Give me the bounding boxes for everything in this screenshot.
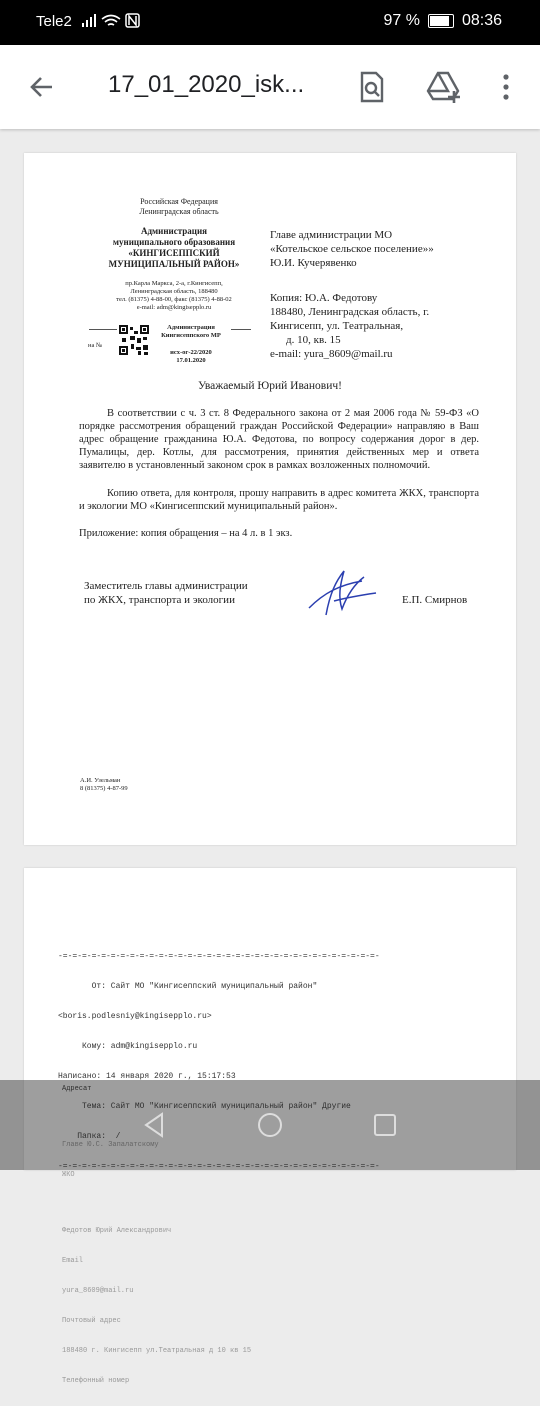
- email-separator-top: -=-=-=-=-=-=-=-=-=-=-=-=-=-=-=-=-=-=-=-=-=-=-=-=-=-=-=-=-=-=-=-=-=-: [58, 952, 380, 961]
- recipient-line-2: «Котельское сельское поселение»»: [270, 243, 434, 255]
- email-subject: Тема: Сайт МО "Кингисеппский муниципальный район" Другие: [58, 1102, 351, 1111]
- copy-line-1: Копия: Ю.А. Федотову: [270, 292, 378, 304]
- copy-line-2: 188480, Ленинградская область, г.: [270, 306, 430, 318]
- carrier-name: Tele2: [36, 13, 72, 30]
- email-folder: Папка: /: [58, 1132, 121, 1141]
- system-navigation-bar: [0, 1080, 540, 1170]
- email-line-1: Главе Ю.С. Запалатскому: [62, 1141, 159, 1149]
- email-line-7: 188480 г. Кингисепп ул.Театральная д 10 кв 15: [62, 1347, 252, 1355]
- sender-email: e-mail: adm@kingisepplo.ru: [136, 304, 212, 311]
- sender-address-2: Ленинградская область, 188480: [130, 288, 218, 295]
- signatory-title-2: по ЖКХ, транспорта и экологии: [84, 594, 235, 606]
- document-title: 17_01_2020_isk...: [108, 71, 305, 98]
- copy-line-5: e-mail: yura_8609@mail.ru: [270, 348, 393, 360]
- copy-line-4: д. 10, кв. 15: [286, 334, 341, 346]
- stamp-org-1: Администрация: [167, 324, 215, 331]
- reply-to-label: на №: [88, 342, 103, 349]
- email-label-recipient: Адресат: [62, 1085, 92, 1093]
- executor-phone: 8 (81375) 4-87-99: [80, 785, 128, 792]
- nav-home-icon[interactable]: [255, 1110, 285, 1140]
- email-date: Написано: 14 января 2020 г., 15:17:53: [58, 1072, 236, 1081]
- recipient-line-1: Главе администрации МО: [270, 229, 393, 241]
- email-line-8: Телефонный номер: [62, 1377, 130, 1385]
- document-page-1: [24, 153, 516, 845]
- stamp-date: 17.01.2020: [176, 357, 206, 364]
- executor-name: А.И. Узельман: [80, 777, 121, 784]
- battery-percent: 97 %: [383, 12, 420, 29]
- email-line-6: Почтовый адрес: [62, 1317, 121, 1325]
- status-bar: [0, 0, 540, 45]
- paragraph-2: Копию ответа, для контроля, прошу направить в адрес комитета ЖКХ, транспорта и экологии МО «Кингисеппский муниципальный район».: [79, 488, 479, 512]
- email-line-4: Email: [62, 1257, 84, 1265]
- nav-recents-icon[interactable]: [370, 1110, 400, 1140]
- signatory-name: Е.П. Смирнов: [402, 594, 468, 606]
- email-line-5: yura_8609@mail.ru: [62, 1287, 134, 1295]
- stamp-number: исх-ог-22/2020: [170, 349, 212, 356]
- paragraph-1: В соответствии с ч. 3 ст. 8 Федерального закона от 2 мая 2006 года № 59-ФЗ «О порядке рассмотрения обращений граждан Российской Федерации» направляю в Ваш адрес обращение гражданина Ю.А. Федотова, по вопросу содержания дорог в дер. Пумалицы, дер. Котлы, для рассмотрения, принятия действенных мер и ответа заявителю в установленный законом срок в рамках возложенных полномочий.: [79, 408, 479, 471]
- nav-back-icon[interactable]: [140, 1110, 170, 1140]
- sender-region: Ленинградская область: [139, 207, 219, 216]
- more-options-icon[interactable]: [494, 69, 518, 105]
- signatory-title-1: Заместитель главы администрации: [84, 580, 248, 592]
- stamp-org-2: Кингисеппского МР: [161, 332, 221, 339]
- sender-org-3: «КИНГИСЕППСКИЙ: [128, 248, 220, 258]
- battery-icon: [428, 14, 454, 28]
- sender-org-2: муниципального образования: [112, 237, 236, 247]
- copy-line-3: Кингисепп, ул. Театральная,: [270, 320, 404, 332]
- search-document-icon[interactable]: [354, 69, 390, 105]
- email-from: От: Сайт МО "Кингисеппский муниципальный район": [58, 982, 318, 991]
- qr-code-icon: [119, 325, 149, 355]
- email-to: Кому: adm@kingisepplo.ru: [58, 1042, 198, 1051]
- attachment-note: Приложение: копия обращения – на 4 л. в 1 экз.: [79, 528, 293, 539]
- signal-icon: [80, 13, 142, 32]
- sender-country: Российская Федерация: [140, 197, 218, 206]
- sender-org-1: Администрация: [140, 226, 207, 236]
- handwritten-signature: [304, 563, 384, 628]
- registration-stamp: [119, 321, 229, 373]
- add-to-drive-icon[interactable]: [426, 69, 462, 105]
- email-from-address: <boris.podlesniy@kingisepplo.ru>: [58, 1012, 212, 1021]
- sender-org-4: МУНИЦИПАЛЬНЫЙ РАЙОН»: [108, 259, 240, 269]
- email-separator-bottom: -=-=-=-=-=-=-=-=-=-=-=-=-=-=-=-=-=-=-=-=-=-=-=-=-=-=-=-=-=-=-=-=-=-: [58, 1162, 380, 1171]
- email-line-3: Федотов Юрий Александрович: [62, 1227, 172, 1235]
- app-toolbar: [0, 45, 540, 129]
- clock: 08:36: [461, 12, 502, 29]
- back-arrow-icon[interactable]: [26, 71, 58, 103]
- sender-address-1: пр.Карла Маркса, 2-а, г.Кингисепп,: [125, 280, 223, 287]
- sender-phone: тел. (81375) 4-88-00, факс (81375) 4-88-02: [116, 296, 232, 303]
- recipient-line-3: Ю.И. Кучерявенко: [270, 257, 357, 269]
- email-line-2: ЖКО: [62, 1171, 75, 1179]
- greeting: Уважаемый Юрий Иванович!: [198, 380, 342, 392]
